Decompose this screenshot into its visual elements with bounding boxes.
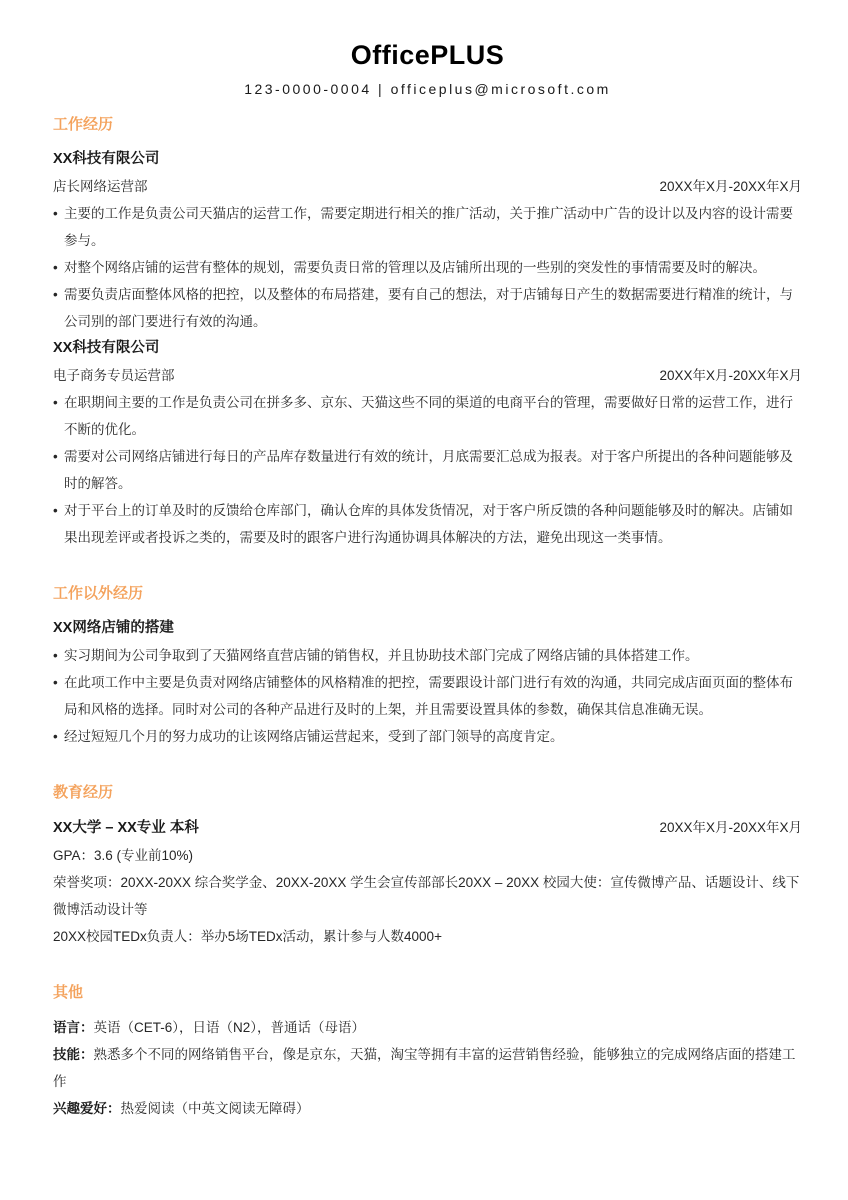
job-role: 店长网络运营部	[53, 179, 148, 194]
section-work-experience	[53, 116, 802, 551]
interests-label: 兴趣爱好：	[53, 1101, 121, 1116]
job-dates: 20XX年X月-20XX年X月	[659, 368, 802, 383]
honors-line: 荣誉奖项：20XX-20XX 综合奖学金、20XX-20XX 学生会宣传部部长20XX – 20XX 校园大使：宣传微博产品、话题设计、线下微博活动设计等	[53, 875, 800, 917]
bullet-item: • 实习期间为公司争取到了天猫网络直营店铺的销售权，并且协助技术部门完成了网络店铺的具体搭建工作。	[53, 642, 802, 669]
bullet-item: • 需要负责店面整体风格的把控，以及整体的布局搭建，要有自己的想法，对于店铺每日产生的数据需要进行精准的统计，与公司别的部门要进行有效的沟通。	[53, 281, 802, 335]
gpa-line: GPA：3.6 (专业前10%)	[53, 848, 194, 863]
bullet-item: • 对整个网络店铺的运营有整体的规划，需要负责日常的管理以及店铺所出现的一些别的突发性的事情需要及时的解决。	[53, 254, 802, 281]
languages-line	[53, 1014, 802, 1041]
bullet-item: • 需要对公司网络店铺进行每日的产品库存数量进行有效的统计，月底需要汇总成为报表。对于客户所提出的各种问题能够及时的解答。	[53, 443, 802, 497]
project-title: XX网络店铺的搭建	[53, 620, 174, 636]
skills-line	[53, 1041, 802, 1095]
section-heading-education: 教育经历	[53, 784, 114, 801]
languages-value: 英语（CET-6），日语（N2），普通话（母语）	[93, 1020, 366, 1035]
section-other	[53, 984, 802, 1122]
job-entry	[53, 335, 802, 551]
interests-value: 热爱阅读（中英文阅读无障碍）	[120, 1101, 310, 1116]
section-extra-work	[53, 585, 802, 750]
job-dates: 20XX年X月-20XX年X月	[659, 179, 802, 194]
job-bullet-list	[53, 389, 802, 551]
company-name: XX科技有限公司	[53, 151, 160, 167]
bullet-item: • 经过短短几个月的努力成功的让该网络店铺运营起来，受到了部门领导的高度肯定。	[53, 723, 802, 750]
bullet-item: • 对于平台上的订单及时的反馈给仓库部门，确认仓库的具体发货情况，对于客户所反馈的各种问题能够及时的解决。店铺如果出现差评或者投诉之类的，需要及时的跟客户进行沟通协调具体解决的方法，避免出现这一类事情。	[53, 497, 802, 551]
job-bullet-list	[53, 200, 802, 335]
section-heading-extra-work: 工作以外经历	[53, 585, 144, 602]
skills-label: 技能：	[53, 1047, 94, 1062]
job-role: 电子商务专员运营部	[53, 368, 175, 383]
role-row	[53, 173, 802, 200]
bullet-item: • 在职期间主要的工作是负责公司在拼多多、京东、天猫这些不同的渠道的电商平台的管理，需要做好日常的运营工作，进行不断的优化。	[53, 389, 802, 443]
contact-line: 123-0000-0004 | officeplus@microsoft.com	[244, 81, 611, 97]
skills-value: 熟悉多个不同的网络销售平台，像是京东，天猫，淘宝等拥有丰富的运营销售经验，能够独立的完成网络店面的搭建工作	[53, 1047, 796, 1089]
role-row	[53, 362, 802, 389]
bullet-item: • 在此项工作中主要是负责对网络店铺整体的风格精准的把控，需要跟设计部门进行有效的沟通，共同完成店面页面的整体布局和风格的选择。同时对公司的各种产品进行及时的上架，并且需要设置具体的参数，确保其信息准确无误。	[53, 669, 802, 723]
languages-label: 语言：	[53, 1020, 94, 1035]
project-bullet-list	[53, 642, 802, 750]
bullet-item: • 主要的工作是负责公司天猫店的运营工作，需要定期进行相关的推广活动，关于推广活动中广告的设计以及内容的设计需要参与。	[53, 200, 802, 254]
company-name: XX科技有限公司	[53, 340, 160, 356]
school-row	[53, 814, 802, 842]
section-heading-other: 其他	[53, 984, 84, 1001]
school-name: XX大学 – XX专业 本科	[53, 820, 199, 836]
interests-line	[53, 1095, 802, 1122]
page-title: OfficePLUS	[350, 40, 505, 70]
education-entry	[53, 814, 802, 950]
tedx-line: 20XX校园TEDx负责人：举办5场TEDx活动，累计参与人数4000+	[53, 929, 442, 944]
project-entry	[53, 615, 802, 750]
section-education	[53, 784, 802, 950]
job-entry	[53, 146, 802, 335]
section-heading-work: 工作经历	[53, 116, 114, 133]
education-dates: 20XX年X月-20XX年X月	[659, 820, 802, 835]
